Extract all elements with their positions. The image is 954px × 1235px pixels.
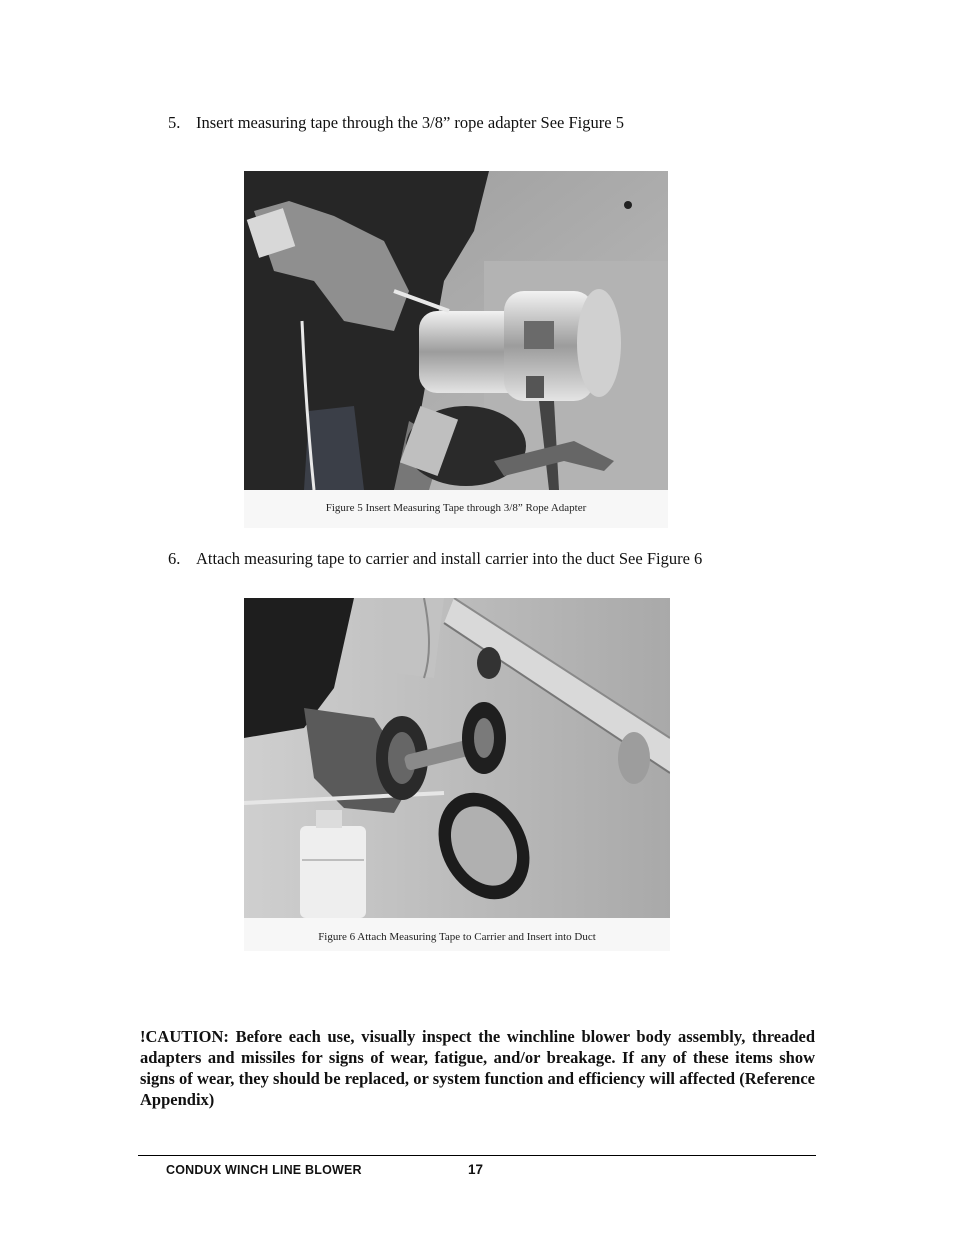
step-number: 5.: [168, 113, 181, 132]
step-text: Insert measuring tape through the 3/8” rope adapter See Figure 5: [196, 113, 624, 132]
step-number: 6.: [168, 549, 181, 568]
step-text: Attach measuring tape to carrier and install carrier into the duct See Figure 6: [196, 549, 703, 568]
figure-5-photo: [244, 171, 668, 490]
figure-5: [244, 171, 668, 528]
caution-notice: !CAUTION: Before each use, visually inspect the winchline blower body assembly, threaded adapters and missiles for signs of wear, fatigue, and/or breakage. If any of these items show signs of wear, they should be replaced, or system function and efficiency will affected (Reference Appendix): [140, 1027, 815, 1109]
figure-5-caption: Figure 5 Insert Measuring Tape through 3/8” Rope Adapter: [325, 502, 587, 514]
page-number: 17: [468, 1162, 484, 1177]
footer-title: CONDUX WINCH LINE BLOWER: [166, 1163, 362, 1177]
figure-6-caption: Figure 6 Attach Measuring Tape to Carrier and Insert into Duct: [318, 931, 596, 943]
step-5: [168, 113, 624, 133]
figure-6-photo: [244, 598, 670, 918]
footer-divider: [138, 1155, 816, 1156]
figure-6: [244, 598, 670, 951]
step-6: [168, 549, 702, 569]
